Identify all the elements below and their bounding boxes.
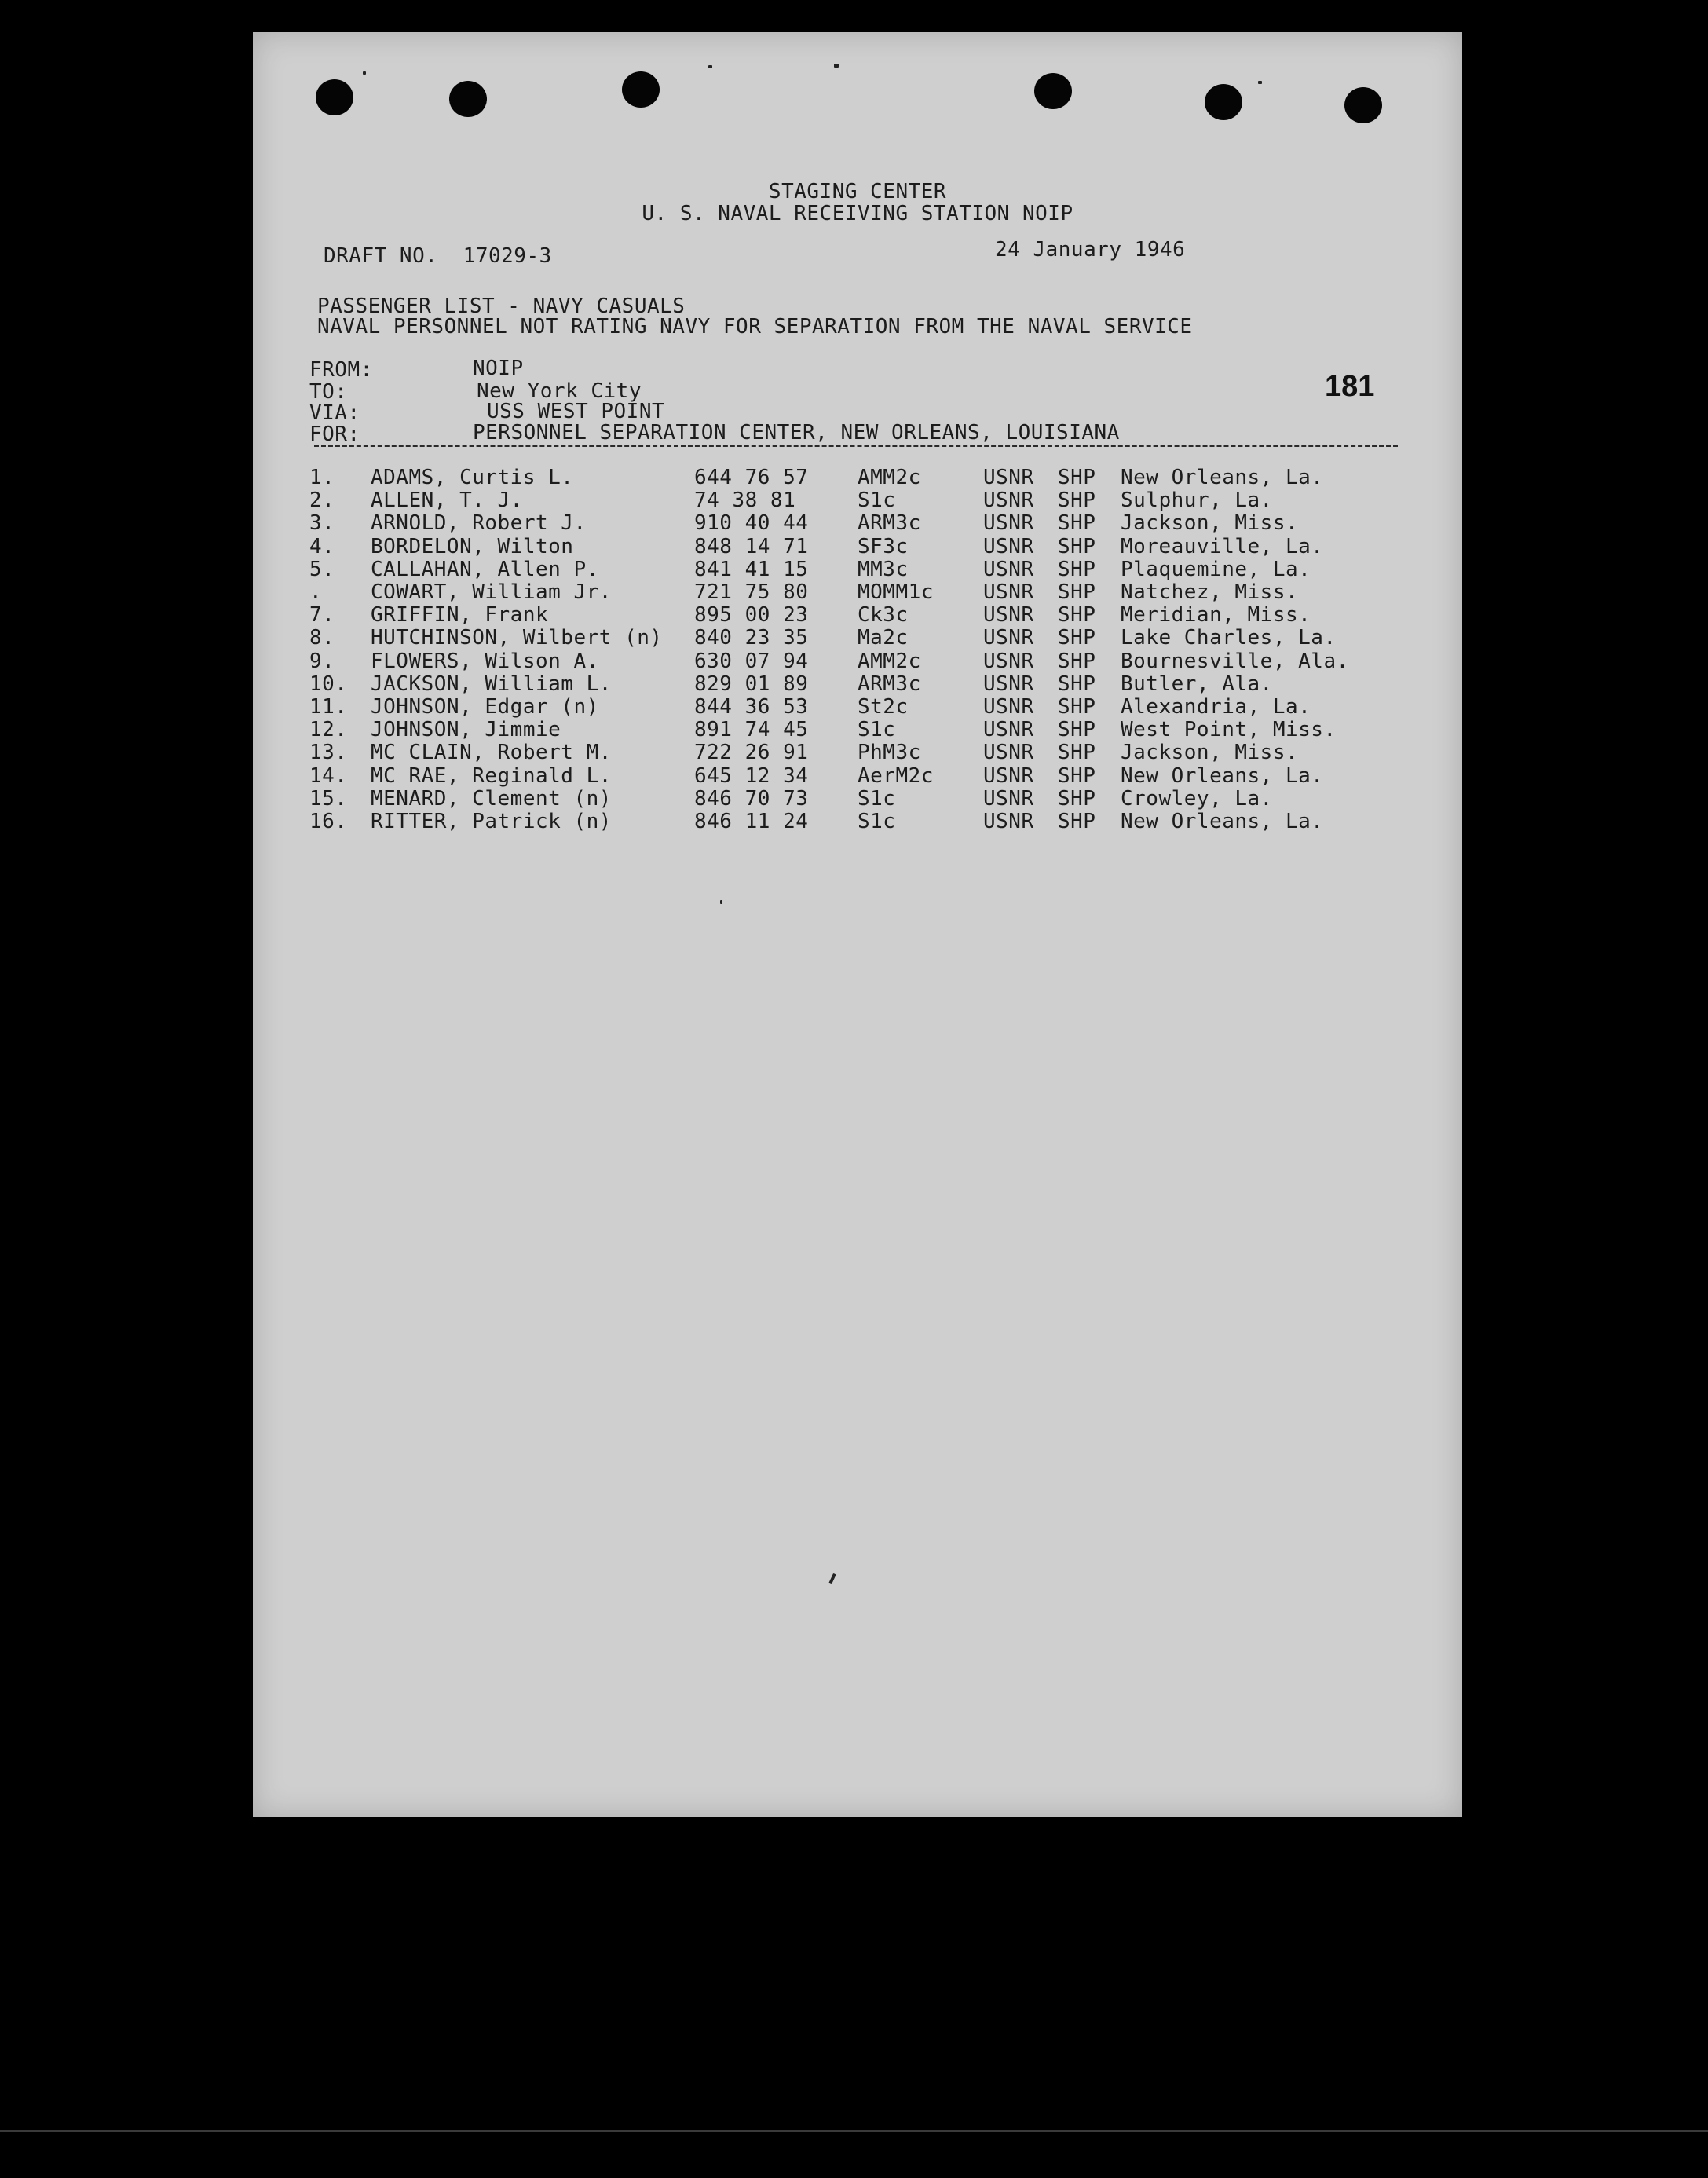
entry-code: SHP — [1058, 626, 1096, 650]
entry-class: USNR — [983, 489, 1034, 513]
entry-name: RITTER, Patrick (n) — [371, 810, 612, 833]
staging-center-title: STAGING CENTER — [768, 180, 947, 203]
entry-home-town: Bournesville, Ala. — [1121, 649, 1349, 673]
entry-class: USNR — [983, 649, 1034, 673]
entry-class: USNR — [983, 580, 1034, 604]
for-label: FOR: — [309, 423, 360, 446]
entry-home-town: West Point, Miss. — [1121, 718, 1337, 742]
entry-home-town: Sulphur, La. — [1121, 489, 1273, 513]
entry-rate: ARM3c — [858, 672, 921, 696]
passenger-row — [253, 511, 1462, 534]
entry-name: JOHNSON, Jimmie — [371, 718, 561, 742]
entry-name: CALLAHAN, Allen P. — [371, 557, 599, 581]
entry-code: SHP — [1058, 718, 1096, 742]
entry-home-town: Natchez, Miss. — [1121, 580, 1299, 604]
entry-service-number: 841 41 15 — [694, 557, 809, 581]
entry-class: USNR — [983, 511, 1034, 536]
entry-service-number: 721 75 80 — [694, 580, 809, 604]
entry-home-town: Butler, Ala. — [1121, 672, 1273, 696]
entry-code: SHP — [1058, 672, 1096, 696]
entry-code: SHP — [1058, 557, 1096, 581]
entry-service-number: 846 11 24 — [694, 810, 809, 833]
draft-number: DRAFT NO. 17029-3 — [324, 244, 552, 268]
entry-home-town: New Orleans, La. — [1121, 763, 1324, 788]
passenger-row — [253, 580, 1462, 603]
punch-hole — [316, 79, 353, 115]
paper-speck — [1258, 81, 1262, 84]
paper-speck — [708, 65, 712, 68]
passenger-row — [253, 626, 1462, 649]
entry-service-number: 910 40 44 — [694, 511, 809, 536]
from-value: NOIP — [473, 357, 524, 380]
to-label: TO: — [309, 380, 348, 404]
entry-class: USNR — [983, 626, 1034, 650]
entry-name: JOHNSON, Edgar (n) — [371, 695, 599, 719]
passenger-row — [253, 810, 1462, 833]
dashed-separator — [314, 445, 1398, 447]
entry-home-town: Crowley, La. — [1121, 786, 1273, 811]
entry-number: 15. — [309, 786, 348, 811]
entry-class: USNR — [983, 466, 1034, 489]
entry-home-town: Jackson, Miss. — [1121, 741, 1299, 765]
scan-edge-line — [0, 2130, 1708, 2132]
passenger-row — [253, 535, 1462, 558]
passenger-row — [253, 603, 1462, 626]
entry-number: 11. — [309, 695, 348, 719]
entry-rate: S1c — [858, 489, 896, 513]
entry-code: SHP — [1058, 466, 1096, 489]
entry-name: BORDELON, Wilton — [371, 534, 574, 558]
entry-number: 5. — [309, 557, 335, 581]
entry-name: MENARD, Clement (n) — [371, 786, 612, 811]
entry-service-number: 630 07 94 — [694, 649, 809, 673]
entry-rate: AerM2c — [858, 763, 934, 788]
entry-home-town: New Orleans, La. — [1121, 810, 1324, 833]
entry-name: FLOWERS, Wilson A. — [371, 649, 599, 673]
entry-rate: Ck3c — [858, 603, 909, 628]
entry-service-number: 645 12 34 — [694, 763, 809, 788]
entry-number: 12. — [309, 718, 348, 742]
punch-hole — [1344, 87, 1382, 123]
entry-service-number: 74 38 81 — [694, 489, 796, 513]
paper-speck — [720, 900, 722, 904]
entry-rate: MM3c — [858, 557, 909, 581]
entry-class: USNR — [983, 603, 1034, 628]
passenger-row — [253, 695, 1462, 718]
entry-number: 16. — [309, 810, 348, 833]
entry-name: MC CLAIN, Robert M. — [371, 741, 612, 765]
entry-class: USNR — [983, 741, 1034, 765]
entry-number: 9. — [309, 649, 335, 673]
via-value: USS WEST POINT — [487, 400, 665, 423]
entry-code: SHP — [1058, 763, 1096, 788]
list-subtitle: NAVAL PERSONNEL NOT RATING NAVY FOR SEPARATION FROM THE NAVAL SERVICE — [317, 315, 1193, 339]
entry-rate: AMM2c — [858, 466, 921, 489]
entry-number: 8. — [309, 626, 335, 650]
entry-name: ARNOLD, Robert J. — [371, 511, 587, 536]
passenger-row — [253, 466, 1462, 489]
punch-hole — [449, 81, 487, 117]
entry-number: 2. — [309, 489, 335, 513]
passenger-row — [253, 741, 1462, 763]
entry-number: 14. — [309, 763, 348, 788]
entry-class: USNR — [983, 718, 1034, 742]
entry-code: SHP — [1058, 649, 1096, 673]
entry-name: HUTCHINSON, Wilbert (n) — [371, 626, 663, 650]
punch-hole — [622, 71, 660, 108]
page-number: 181 — [1325, 370, 1375, 403]
entry-rate: S1c — [858, 718, 896, 742]
paper-speck — [828, 1573, 836, 1584]
from-label: FROM: — [309, 358, 373, 382]
passenger-row — [253, 558, 1462, 580]
entry-class: USNR — [983, 557, 1034, 581]
entry-name: JACKSON, William L. — [371, 672, 612, 696]
entry-number: 10. — [309, 672, 348, 696]
entry-rate: SF3c — [858, 534, 909, 558]
entry-home-town: Jackson, Miss. — [1121, 511, 1299, 536]
entry-service-number: 644 76 57 — [694, 466, 809, 489]
entry-service-number: 846 70 73 — [694, 786, 809, 811]
document-page — [253, 32, 1462, 1817]
entry-home-town: Plaquemine, La. — [1121, 557, 1311, 581]
list-title: PASSENGER LIST - NAVY CASUALS — [317, 295, 686, 318]
entry-name: COWART, William Jr. — [371, 580, 612, 604]
entry-code: SHP — [1058, 810, 1096, 833]
entry-code: SHP — [1058, 603, 1096, 628]
document-date: 24 January 1946 — [995, 238, 1186, 262]
entry-code: SHP — [1058, 534, 1096, 558]
passenger-row — [253, 764, 1462, 787]
entry-number: 1. — [309, 466, 335, 489]
via-label: VIA: — [309, 401, 360, 425]
entry-service-number: 829 01 89 — [694, 672, 809, 696]
entry-number: 3. — [309, 511, 335, 536]
passenger-row — [253, 672, 1462, 695]
entry-service-number: 722 26 91 — [694, 741, 809, 765]
entry-rate: S1c — [858, 786, 896, 811]
entry-class: USNR — [983, 534, 1034, 558]
to-value: New York City — [477, 379, 642, 403]
entry-service-number: 844 36 53 — [694, 695, 809, 719]
entry-rate: MOMM1c — [858, 580, 934, 604]
entry-number: . — [309, 580, 323, 604]
station-title: U. S. NAVAL RECEIVING STATION NOIP — [642, 202, 1073, 225]
entry-rate: PhM3c — [858, 741, 921, 765]
entry-rate: St2c — [858, 695, 909, 719]
entry-code: SHP — [1058, 489, 1096, 513]
entry-service-number: 848 14 71 — [694, 534, 809, 558]
for-value: PERSONNEL SEPARATION CENTER, NEW ORLEANS, LOUISIANA — [473, 421, 1120, 445]
passenger-row — [253, 489, 1462, 511]
entry-home-town: Lake Charles, La. — [1121, 626, 1337, 650]
entry-service-number: 895 00 23 — [694, 603, 809, 628]
entry-home-town: New Orleans, La. — [1121, 466, 1324, 489]
entry-class: USNR — [983, 695, 1034, 719]
entry-service-number: 840 23 35 — [694, 626, 809, 650]
entry-number: 4. — [309, 534, 335, 558]
punch-hole — [1034, 73, 1072, 109]
entry-class: USNR — [983, 672, 1034, 696]
passenger-row — [253, 650, 1462, 672]
entry-code: SHP — [1058, 580, 1096, 604]
paper-speck — [363, 71, 366, 75]
entry-class: USNR — [983, 763, 1034, 788]
paper-speck — [834, 64, 839, 68]
entry-home-town: Alexandria, La. — [1121, 695, 1311, 719]
entry-class: USNR — [983, 810, 1034, 833]
passenger-row — [253, 787, 1462, 810]
entry-home-town: Moreauville, La. — [1121, 534, 1324, 558]
entry-rate: AMM2c — [858, 649, 921, 673]
entry-name: MC RAE, Reginald L. — [371, 763, 612, 788]
entry-rate: S1c — [858, 810, 896, 833]
entry-name: ADAMS, Curtis L. — [371, 466, 574, 489]
entry-name: ALLEN, T. J. — [371, 489, 523, 513]
entry-code: SHP — [1058, 741, 1096, 765]
entry-code: SHP — [1058, 695, 1096, 719]
entry-rate: ARM3c — [858, 511, 921, 536]
passenger-row — [253, 718, 1462, 741]
punch-hole — [1205, 84, 1242, 120]
entry-code: SHP — [1058, 511, 1096, 536]
entry-class: USNR — [983, 786, 1034, 811]
entry-rate: Ma2c — [858, 626, 909, 650]
entry-service-number: 891 74 45 — [694, 718, 809, 742]
entry-name: GRIFFIN, Frank — [371, 603, 549, 628]
entry-home-town: Meridian, Miss. — [1121, 603, 1311, 628]
entry-number: 13. — [309, 741, 348, 765]
entry-number: 7. — [309, 603, 335, 628]
entry-code: SHP — [1058, 786, 1096, 811]
